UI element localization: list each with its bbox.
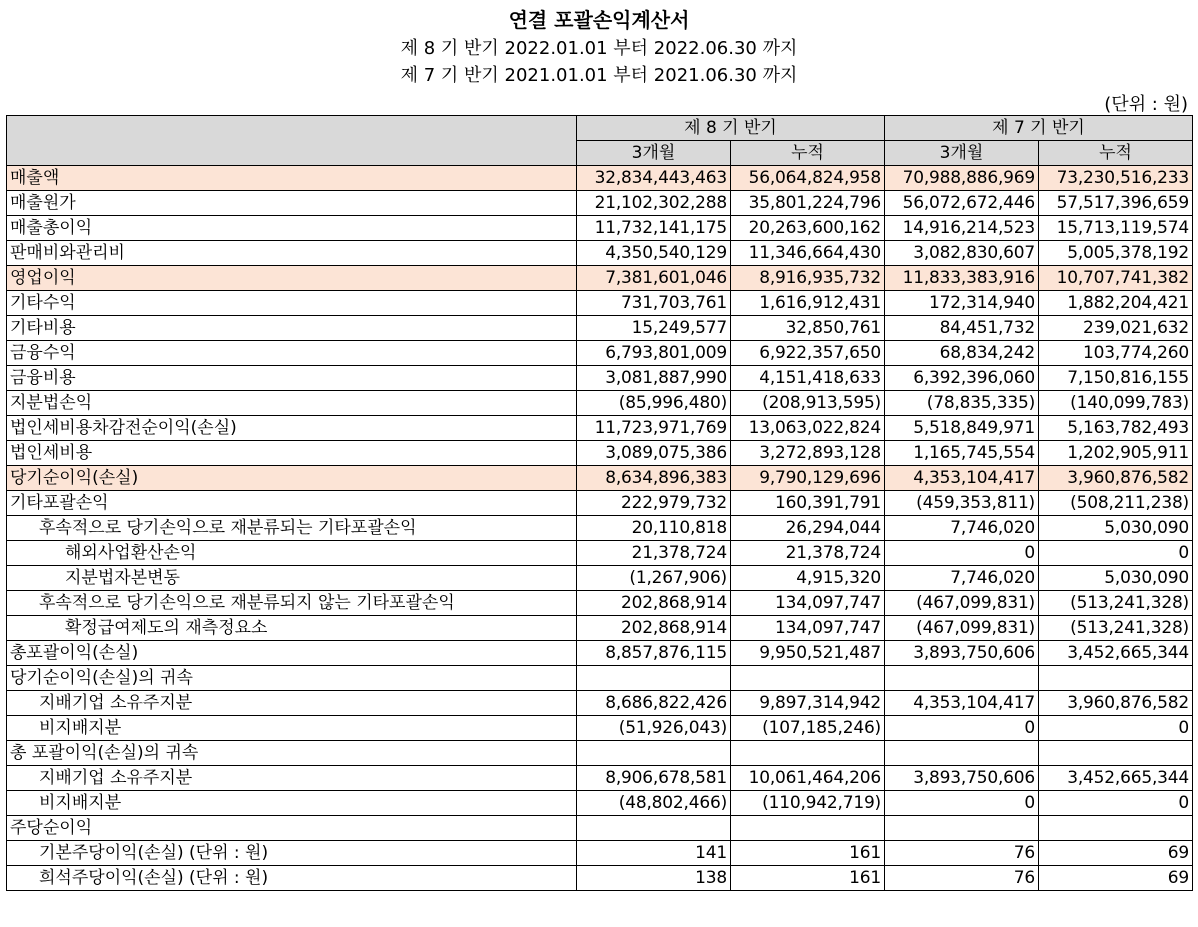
row-label: 금융비용 xyxy=(7,366,577,391)
value-prior-3months: 7,746,020 xyxy=(885,516,1039,541)
period-current-line: 제 8 기 반기 2022.01.01 부터 2022.06.30 까지 xyxy=(400,38,798,59)
table-row xyxy=(7,666,1193,691)
value-current-3months: (85,996,480) xyxy=(577,391,731,416)
value-current-3months xyxy=(577,666,731,691)
value-prior-cumulative: 5,030,090 xyxy=(1039,566,1193,591)
value-prior-3months xyxy=(885,816,1039,841)
value-current-cumulative: 32,850,761 xyxy=(731,316,885,341)
value-current-3months: 20,110,818 xyxy=(577,516,731,541)
value-prior-cumulative: 5,030,090 xyxy=(1039,516,1193,541)
value-current-cumulative: (208,913,595) xyxy=(731,391,885,416)
value-prior-cumulative: (140,099,783) xyxy=(1039,391,1193,416)
value-prior-cumulative: (508,211,238) xyxy=(1039,491,1193,516)
table-row xyxy=(7,691,1193,716)
table-row xyxy=(7,616,1193,641)
row-label: 지배기업 소유주지분 xyxy=(7,691,577,716)
value-prior-3months: 7,746,020 xyxy=(885,566,1039,591)
value-prior-3months: (78,835,335) xyxy=(885,391,1039,416)
value-current-cumulative: 161 xyxy=(731,841,885,866)
value-current-cumulative: 161 xyxy=(731,866,885,891)
value-current-3months: 21,102,302,288 xyxy=(577,191,731,216)
value-current-cumulative xyxy=(731,816,885,841)
table-row xyxy=(7,816,1193,841)
row-label: 후속적으로 당기손익으로 재분류되지 않는 기타포괄손익 xyxy=(7,591,577,616)
table-row xyxy=(7,341,1193,366)
row-label: 비지배지분 xyxy=(7,791,577,816)
value-prior-3months: 0 xyxy=(885,791,1039,816)
value-current-3months: 6,793,801,009 xyxy=(577,341,731,366)
value-prior-3months: 3,893,750,606 xyxy=(885,641,1039,666)
header-row-periods xyxy=(7,116,1193,141)
row-label: 판매비와관리비 xyxy=(7,241,577,266)
value-prior-cumulative: (513,241,328) xyxy=(1039,616,1193,641)
value-prior-cumulative xyxy=(1039,816,1193,841)
value-current-3months: 138 xyxy=(577,866,731,891)
table-row xyxy=(7,516,1193,541)
value-current-3months: (1,267,906) xyxy=(577,566,731,591)
row-label: 기타포괄손익 xyxy=(7,491,577,516)
table-row xyxy=(7,316,1193,341)
value-current-cumulative: 20,263,600,162 xyxy=(731,216,885,241)
value-current-cumulative: 4,151,418,633 xyxy=(731,366,885,391)
income-statement-table xyxy=(6,115,1193,891)
value-prior-cumulative: 239,021,632 xyxy=(1039,316,1193,341)
table-row xyxy=(7,566,1193,591)
table-row xyxy=(7,191,1193,216)
value-prior-3months: 3,893,750,606 xyxy=(885,766,1039,791)
value-prior-3months: 11,833,383,916 xyxy=(885,266,1039,291)
value-current-3months: 11,732,141,175 xyxy=(577,216,731,241)
row-label: 주당순이익 xyxy=(7,816,577,841)
value-prior-3months: 56,072,672,446 xyxy=(885,191,1039,216)
value-current-3months: 8,634,896,383 xyxy=(577,466,731,491)
row-label: 당기순이익(손실) xyxy=(7,466,577,491)
header-current-3months: 3개월 xyxy=(577,141,731,166)
value-prior-cumulative: 10,707,741,382 xyxy=(1039,266,1193,291)
value-prior-3months: 76 xyxy=(885,866,1039,891)
value-current-3months xyxy=(577,816,731,841)
table-row xyxy=(7,741,1193,766)
value-current-3months: 202,868,914 xyxy=(577,591,731,616)
unit-label: (단위 : 원) xyxy=(1104,94,1188,115)
value-prior-3months: 0 xyxy=(885,541,1039,566)
value-current-cumulative: (110,942,719) xyxy=(731,791,885,816)
header-current-cumulative: 누적 xyxy=(731,141,885,166)
value-prior-cumulative: 0 xyxy=(1039,716,1193,741)
value-current-3months: 8,857,876,115 xyxy=(577,641,731,666)
table-row xyxy=(7,416,1193,441)
table-row xyxy=(7,391,1193,416)
row-label: 총포괄이익(손실) xyxy=(7,641,577,666)
value-current-cumulative: 1,616,912,431 xyxy=(731,291,885,316)
value-current-3months: 7,381,601,046 xyxy=(577,266,731,291)
value-current-3months: (51,926,043) xyxy=(577,716,731,741)
row-label: 금융수익 xyxy=(7,341,577,366)
statement-rows xyxy=(7,166,1193,891)
row-label: 지분법손익 xyxy=(7,391,577,416)
value-current-cumulative: 56,064,824,958 xyxy=(731,166,885,191)
value-current-cumulative: 21,378,724 xyxy=(731,541,885,566)
value-prior-3months: 68,834,242 xyxy=(885,341,1039,366)
row-label: 지배기업 소유주지분 xyxy=(7,766,577,791)
value-prior-3months: 0 xyxy=(885,716,1039,741)
value-prior-cumulative xyxy=(1039,741,1193,766)
row-label: 기타비용 xyxy=(7,316,577,341)
value-prior-3months: 4,353,104,417 xyxy=(885,466,1039,491)
value-prior-3months: 172,314,940 xyxy=(885,291,1039,316)
value-prior-3months: (467,099,831) xyxy=(885,591,1039,616)
value-prior-cumulative: 7,150,816,155 xyxy=(1039,366,1193,391)
value-prior-cumulative xyxy=(1039,666,1193,691)
table-row xyxy=(7,841,1193,866)
value-prior-cumulative: 5,163,782,493 xyxy=(1039,416,1193,441)
value-current-cumulative: 35,801,224,796 xyxy=(731,191,885,216)
value-current-3months: 4,350,540,129 xyxy=(577,241,731,266)
table-row xyxy=(7,766,1193,791)
value-current-3months: 731,703,761 xyxy=(577,291,731,316)
header-blank-cell xyxy=(7,116,577,166)
value-current-cumulative: 4,915,320 xyxy=(731,566,885,591)
value-current-cumulative: 9,790,129,696 xyxy=(731,466,885,491)
value-prior-3months: 5,518,849,971 xyxy=(885,416,1039,441)
row-label: 법인세비용 xyxy=(7,441,577,466)
value-prior-cumulative: 3,960,876,582 xyxy=(1039,691,1193,716)
table-row xyxy=(7,291,1193,316)
value-prior-3months: (459,353,811) xyxy=(885,491,1039,516)
value-current-cumulative: 13,063,022,824 xyxy=(731,416,885,441)
row-label: 기본주당이익(손실) (단위 : 원) xyxy=(7,841,577,866)
row-label: 지분법자본변동 xyxy=(7,566,577,591)
value-prior-cumulative: 3,452,665,344 xyxy=(1039,641,1193,666)
row-label: 매출원가 xyxy=(7,191,577,216)
header-prior-3months: 3개월 xyxy=(885,141,1039,166)
value-prior-3months: 4,353,104,417 xyxy=(885,691,1039,716)
table-row xyxy=(7,366,1193,391)
table-row xyxy=(7,791,1193,816)
value-current-3months: 3,081,887,990 xyxy=(577,366,731,391)
table-row xyxy=(7,166,1193,191)
value-prior-cumulative: 3,452,665,344 xyxy=(1039,766,1193,791)
table-row xyxy=(7,591,1193,616)
value-current-cumulative: 6,922,357,650 xyxy=(731,341,885,366)
value-current-3months: 141 xyxy=(577,841,731,866)
value-current-3months: (48,802,466) xyxy=(577,791,731,816)
header-current-period: 제 8 기 반기 xyxy=(577,116,885,141)
value-prior-cumulative: 0 xyxy=(1039,791,1193,816)
table-row xyxy=(7,441,1193,466)
value-current-cumulative: 26,294,044 xyxy=(731,516,885,541)
value-current-3months: 15,249,577 xyxy=(577,316,731,341)
value-prior-cumulative: 69 xyxy=(1039,866,1193,891)
row-label: 총 포괄이익(손실)의 귀속 xyxy=(7,741,577,766)
value-prior-cumulative: 103,774,260 xyxy=(1039,341,1193,366)
row-label: 당기순이익(손실)의 귀속 xyxy=(7,666,577,691)
row-label: 확정급여제도의 재측정요소 xyxy=(7,616,577,641)
table-row xyxy=(7,216,1193,241)
row-label: 법인세비용차감전순이익(손실) xyxy=(7,416,577,441)
value-prior-3months xyxy=(885,666,1039,691)
row-label: 해외사업환산손익 xyxy=(7,541,577,566)
table-row xyxy=(7,266,1193,291)
value-current-cumulative: 134,097,747 xyxy=(731,591,885,616)
value-current-cumulative: 3,272,893,128 xyxy=(731,441,885,466)
statement-title: 연결 포괄손익계산서 xyxy=(508,8,690,32)
value-prior-cumulative: 1,882,204,421 xyxy=(1039,291,1193,316)
table-row xyxy=(7,641,1193,666)
value-current-cumulative: 11,346,664,430 xyxy=(731,241,885,266)
table-row xyxy=(7,466,1193,491)
value-prior-3months xyxy=(885,741,1039,766)
table-row xyxy=(7,866,1193,891)
value-current-3months: 3,089,075,386 xyxy=(577,441,731,466)
value-prior-cumulative: 3,960,876,582 xyxy=(1039,466,1193,491)
value-prior-cumulative: 15,713,119,574 xyxy=(1039,216,1193,241)
value-current-cumulative: 9,950,521,487 xyxy=(731,641,885,666)
value-prior-cumulative: 1,202,905,911 xyxy=(1039,441,1193,466)
table-row xyxy=(7,491,1193,516)
value-current-3months: 32,834,443,463 xyxy=(577,166,731,191)
value-current-3months: 202,868,914 xyxy=(577,616,731,641)
value-prior-3months: 14,916,214,523 xyxy=(885,216,1039,241)
value-prior-cumulative: 57,517,396,659 xyxy=(1039,191,1193,216)
row-label: 매출총이익 xyxy=(7,216,577,241)
value-current-3months: 11,723,971,769 xyxy=(577,416,731,441)
row-label: 매출액 xyxy=(7,166,577,191)
row-label: 희석주당이익(손실) (단위 : 원) xyxy=(7,866,577,891)
value-prior-cumulative: 73,230,516,233 xyxy=(1039,166,1193,191)
value-prior-3months: 84,451,732 xyxy=(885,316,1039,341)
row-label: 후속적으로 당기손익으로 재분류되는 기타포괄손익 xyxy=(7,516,577,541)
period-prior-line: 제 7 기 반기 2021.01.01 부터 2021.06.30 까지 xyxy=(400,65,798,86)
value-prior-3months: 3,082,830,607 xyxy=(885,241,1039,266)
value-prior-cumulative: 69 xyxy=(1039,841,1193,866)
value-prior-3months: 76 xyxy=(885,841,1039,866)
value-current-3months: 222,979,732 xyxy=(577,491,731,516)
value-current-3months xyxy=(577,741,731,766)
header-prior-cumulative: 누적 xyxy=(1039,141,1193,166)
value-prior-cumulative: (513,241,328) xyxy=(1039,591,1193,616)
value-prior-cumulative: 0 xyxy=(1039,541,1193,566)
value-current-cumulative xyxy=(731,666,885,691)
value-current-cumulative xyxy=(731,741,885,766)
value-current-cumulative: (107,185,246) xyxy=(731,716,885,741)
value-current-3months: 8,686,822,426 xyxy=(577,691,731,716)
value-current-cumulative: 9,897,314,942 xyxy=(731,691,885,716)
row-label: 비지배지분 xyxy=(7,716,577,741)
value-prior-3months: (467,099,831) xyxy=(885,616,1039,641)
row-label: 기타수익 xyxy=(7,291,577,316)
value-current-cumulative: 134,097,747 xyxy=(731,616,885,641)
table-row xyxy=(7,716,1193,741)
header-prior-period: 제 7 기 반기 xyxy=(885,116,1193,141)
row-label: 영업이익 xyxy=(7,266,577,291)
value-prior-3months: 6,392,396,060 xyxy=(885,366,1039,391)
table-row xyxy=(7,541,1193,566)
value-prior-cumulative: 5,005,378,192 xyxy=(1039,241,1193,266)
value-current-cumulative: 8,916,935,732 xyxy=(731,266,885,291)
value-prior-3months: 1,165,745,554 xyxy=(885,441,1039,466)
value-current-3months: 21,378,724 xyxy=(577,541,731,566)
value-current-3months: 8,906,678,581 xyxy=(577,766,731,791)
value-prior-3months: 70,988,886,969 xyxy=(885,166,1039,191)
table-row xyxy=(7,241,1193,266)
value-current-cumulative: 160,391,791 xyxy=(731,491,885,516)
value-current-cumulative: 10,061,464,206 xyxy=(731,766,885,791)
